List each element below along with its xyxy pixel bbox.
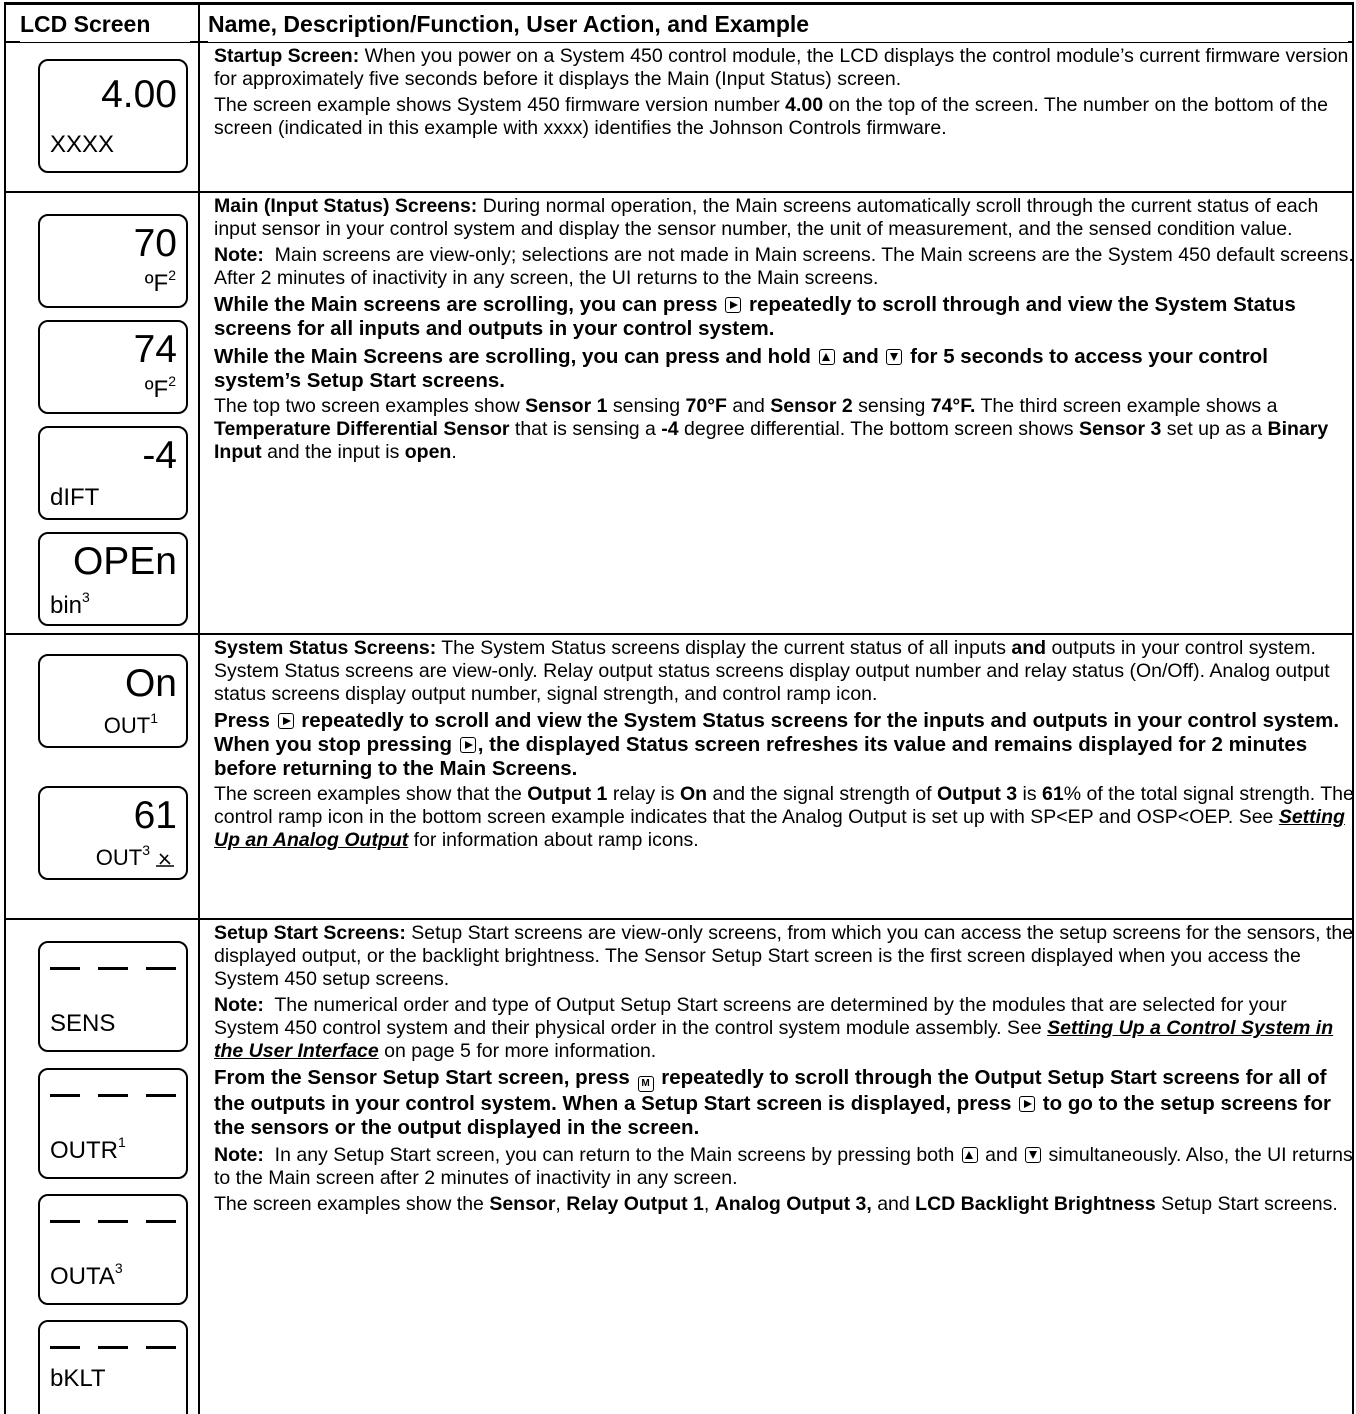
startup-paragraph (214, 45, 1354, 91)
text: The screen example shows System 450 firmware version number (214, 94, 786, 116)
text: The screen examples show the (214, 1193, 490, 1215)
setup-instruction (214, 1066, 1354, 1140)
unit: SENS (50, 1010, 116, 1037)
unit: OUT (95, 845, 143, 870)
startup-title: Startup Screen: (214, 45, 360, 67)
right-arrow-button-icon (1019, 1096, 1035, 1112)
lcd-top-value: -4 (142, 434, 177, 477)
right-arrow-button-icon (725, 297, 741, 313)
text: Press (214, 709, 276, 732)
text: relay is (607, 783, 681, 805)
lcd-setup-relay-output (38, 1068, 188, 1179)
text: and (979, 1144, 1024, 1166)
text: The third screen example shows a (975, 395, 1278, 417)
lcd-status-output-1 (38, 654, 188, 748)
unit: ºF (144, 270, 169, 297)
text: From the Sensor Setup Start screen, press (214, 1066, 636, 1089)
status-instruction (214, 709, 1354, 781)
lcd-bottom-label (50, 484, 99, 512)
setup-note-2 (214, 1144, 1354, 1190)
sensor-number: 2 (168, 267, 176, 283)
text: outputs in your control system. System Status screens are view-only. Relay output status screens display output number and relay status (On/Off). Analog output status screens display output number, signal strength, and control ramp icon. (214, 637, 1330, 705)
status-paragraph (214, 637, 1354, 706)
lcd-setup-sensor (38, 941, 188, 1052)
control-ramp-icon (154, 850, 176, 868)
column-divider (198, 2, 200, 1414)
header-description: Name, Description/Function, User Action, and Example (208, 6, 1348, 42)
down-arrow-button-icon (1025, 1147, 1041, 1163)
lcd-bottom-label (144, 267, 176, 298)
unit: OUTA (50, 1263, 115, 1290)
text-bold: open (404, 441, 452, 463)
main-instruction-1 (214, 293, 1354, 341)
text-bold: 70°F (685, 395, 727, 417)
text-bold: Temperature Differential Sensor (214, 418, 510, 440)
up-arrow-button-icon (819, 349, 835, 365)
lcd-dashes (50, 1346, 176, 1349)
lcd-setup-backlight (38, 1320, 188, 1414)
lcd-main-sensor-2 (38, 320, 188, 414)
setup-example (214, 1193, 1354, 1216)
text: sensing (607, 395, 686, 417)
text: set up as a (1161, 418, 1268, 440)
status-description (214, 637, 1354, 855)
lcd-top-value: OPEn (72, 540, 177, 583)
note-label: Note: (214, 994, 264, 1016)
text: , (703, 1193, 715, 1215)
lcd-bottom-label (50, 1134, 126, 1165)
text: and (726, 395, 771, 417)
note-label: Note: (214, 1144, 264, 1166)
text: to go to the setup screens for the sensors or the output displayed in the screen. (214, 1092, 1331, 1139)
startup-description (214, 45, 1354, 143)
lcd-dashes (50, 1220, 176, 1223)
right-arrow-button-icon (278, 713, 294, 729)
text: for information about ramp icons. (408, 829, 699, 851)
table-border-top (4, 2, 1354, 5)
text: The numerical order and type of Output Setup Start screens are determined by the modules that are selected for your System 450 control system and their physical order in the control system module assembly. See (214, 994, 1287, 1039)
main-note (214, 244, 1354, 290)
sensor-number: 3 (82, 589, 90, 605)
text: While the Main Screens are scrolling, you can press and hold (214, 345, 817, 368)
row-divider (4, 191, 1354, 193)
output-number: 1 (118, 1134, 126, 1150)
text-bold: Sensor (489, 1193, 556, 1215)
text-bold: LCD Backlight Brightness (915, 1193, 1156, 1215)
text: on page 5 for more information. (378, 1040, 657, 1062)
lcd-status-output-3 (38, 786, 188, 880)
lcd-top-value: 61 (133, 794, 177, 837)
row-divider (4, 633, 1354, 635)
status-example (214, 783, 1354, 852)
lcd-bottom-label (50, 1260, 123, 1291)
setup-title: Setup Start Screens: (214, 922, 406, 944)
unit: ºF (144, 376, 169, 403)
text: repeatedly to scroll through and view the System Status screens for all inputs and outputs in your control system. (214, 293, 1296, 340)
text-bold: Output 1 (527, 783, 608, 805)
text-bold: On (680, 783, 708, 805)
text: % of the total signal strength. The control ramp icon in the bottom screen example indicates that the Analog Output is set up with SP<EP and OSP<OEP. See (214, 783, 1354, 828)
text-bold: 4.00 (785, 94, 824, 116)
lcd-bottom-label (50, 589, 90, 620)
text: In any Setup Start screen, you can return to the Main screens by pressing both (274, 1144, 960, 1166)
down-arrow-button-icon (886, 349, 902, 365)
table-border-left (4, 2, 6, 1414)
lcd-top-value: 74 (133, 328, 177, 371)
unit: OUT (103, 713, 151, 738)
text: Setup Start screens. (1155, 1193, 1338, 1215)
unit: bKLT (50, 1365, 106, 1392)
main-paragraph (214, 195, 1354, 241)
main-instruction-2 (214, 345, 1354, 393)
text: degree differential. The bottom screen shows (678, 418, 1079, 440)
setup-description (214, 922, 1354, 1219)
text-bold: Sensor 1 (525, 395, 608, 417)
text: , (555, 1193, 567, 1215)
text: While the Main screens are scrolling, you can press (214, 293, 724, 316)
main-example (214, 395, 1354, 464)
lcd-bottom-label (103, 709, 158, 740)
header-lcd-screen: LCD Screen (20, 6, 190, 42)
text: and the signal strength of (707, 783, 937, 805)
text: Setup Start screens are view-only screens, from which you can access the setup screens for the sensors, the displayed output, or the backlight brightness. The Sensor Setup Start screen is the first screen displayed when you access the System 450 setup screens. (214, 922, 1354, 990)
lcd-bottom-label (95, 841, 176, 872)
lcd-startup (38, 59, 188, 173)
lcd-bottom-label: XXXX (50, 131, 115, 158)
lcd-bottom-label (144, 373, 176, 404)
text: and (871, 1193, 916, 1215)
text: simultaneously. Also, the UI returns to the Main screen after 2 minutes of inactivity in any screen. (214, 1144, 1353, 1189)
text-bold: Sensor 3 (1078, 418, 1162, 440)
status-title: System Status Screens: (214, 637, 437, 659)
setup-paragraph (214, 922, 1354, 991)
text-bold: 74°F. (930, 395, 976, 417)
lcd-top-value: 70 (133, 222, 177, 265)
text-bold: 61 (1042, 783, 1064, 805)
note-label: Note: (214, 244, 264, 266)
text: The System Status screens display the current status of all inputs (441, 637, 1012, 659)
main-title: Main (Input Status) Screens: (214, 195, 478, 217)
text: on the top of the screen. The number on the bottom of the screen (indicated in this example with xxxx) identifies the Johnson Controls firmware. (214, 94, 1328, 139)
lcd-bottom-label (50, 1010, 115, 1038)
lcd-setup-analog-output (38, 1194, 188, 1305)
text: . (451, 441, 457, 463)
lcd-top-value: 4.00 (101, 73, 177, 116)
lcd-top-value: On (124, 662, 177, 705)
text-bold: -4 (661, 418, 679, 440)
unit: OUTR (50, 1137, 118, 1164)
text: and (836, 345, 885, 368)
text: that is sensing a (509, 418, 662, 440)
text-bold: Output 3 (936, 783, 1018, 805)
link-setting-up-analog-output[interactable]: Setting Up an Analog Output (214, 806, 1345, 851)
main-description (214, 195, 1354, 467)
lcd-main-sensor-1 (38, 214, 188, 308)
up-arrow-button-icon (962, 1147, 978, 1163)
text-bold: Analog Output 3, (714, 1193, 872, 1215)
text: , the displayed Status screen refreshes its value and remains displayed for 2 minutes before returning to the Main Screens. (214, 733, 1308, 780)
document-table (4, 2, 1354, 1414)
lcd-dashes (50, 1094, 176, 1097)
text-bold: Sensor 2 (770, 395, 853, 417)
right-arrow-button-icon (460, 737, 476, 753)
lcd-main-differential (38, 426, 188, 520)
text: During normal operation, the Main screens automatically scroll through the current status of each input sensor in your control system and display the sensor number, the unit of measurement, and the sensed condition value. (214, 195, 1319, 240)
text-bold: Binary Input (214, 418, 1329, 463)
unit: bin (50, 592, 83, 619)
lcd-bottom-label (50, 1365, 106, 1393)
setup-note-1 (214, 994, 1354, 1063)
text: Main screens are view-only; selections are not made in Main screens. The Main screens are the System 450 default screens. After 2 minutes of inactivity in any screen, the UI returns to the Main screens. (214, 244, 1354, 289)
text: The screen examples show that the (214, 783, 528, 805)
text: is (1017, 783, 1043, 805)
text-bold: Relay Output 1 (566, 1193, 704, 1215)
text: for 5 seconds to access your control system’s Setup Start screens. (214, 345, 1268, 392)
output-number: 1 (150, 709, 158, 726)
lcd-dashes (50, 967, 176, 970)
startup-example (214, 94, 1354, 140)
m-menu-button-icon: M (638, 1076, 654, 1092)
output-number: 3 (142, 841, 150, 858)
link-setting-up-control-system[interactable]: Setting Up a Control System in the User Interface (214, 1017, 1334, 1062)
lcd-main-binary (38, 532, 188, 626)
row-divider (4, 918, 1354, 920)
text: repeatedly to scroll through the Output Setup Start screens for all of the outputs in your control system. When a Setup Start screen is displayed, press (214, 1066, 1327, 1115)
text: repeatedly to scroll and view the System Status screens for the inputs and outputs in your control system. When you stop pressing (214, 709, 1340, 756)
output-number: 3 (114, 1260, 123, 1276)
startup-text: When you power on a System 450 control module, the LCD displays the control module’s current firmware version for approximately five seconds before it displays the Main (Input Status) screen. (214, 45, 1349, 90)
unit: dIFT (50, 484, 100, 511)
text: sensing (852, 395, 931, 417)
sensor-number: 2 (168, 373, 176, 389)
text: The top two screen examples show (214, 395, 526, 417)
text: and the input is (261, 441, 405, 463)
text-bold: and (1011, 637, 1047, 659)
